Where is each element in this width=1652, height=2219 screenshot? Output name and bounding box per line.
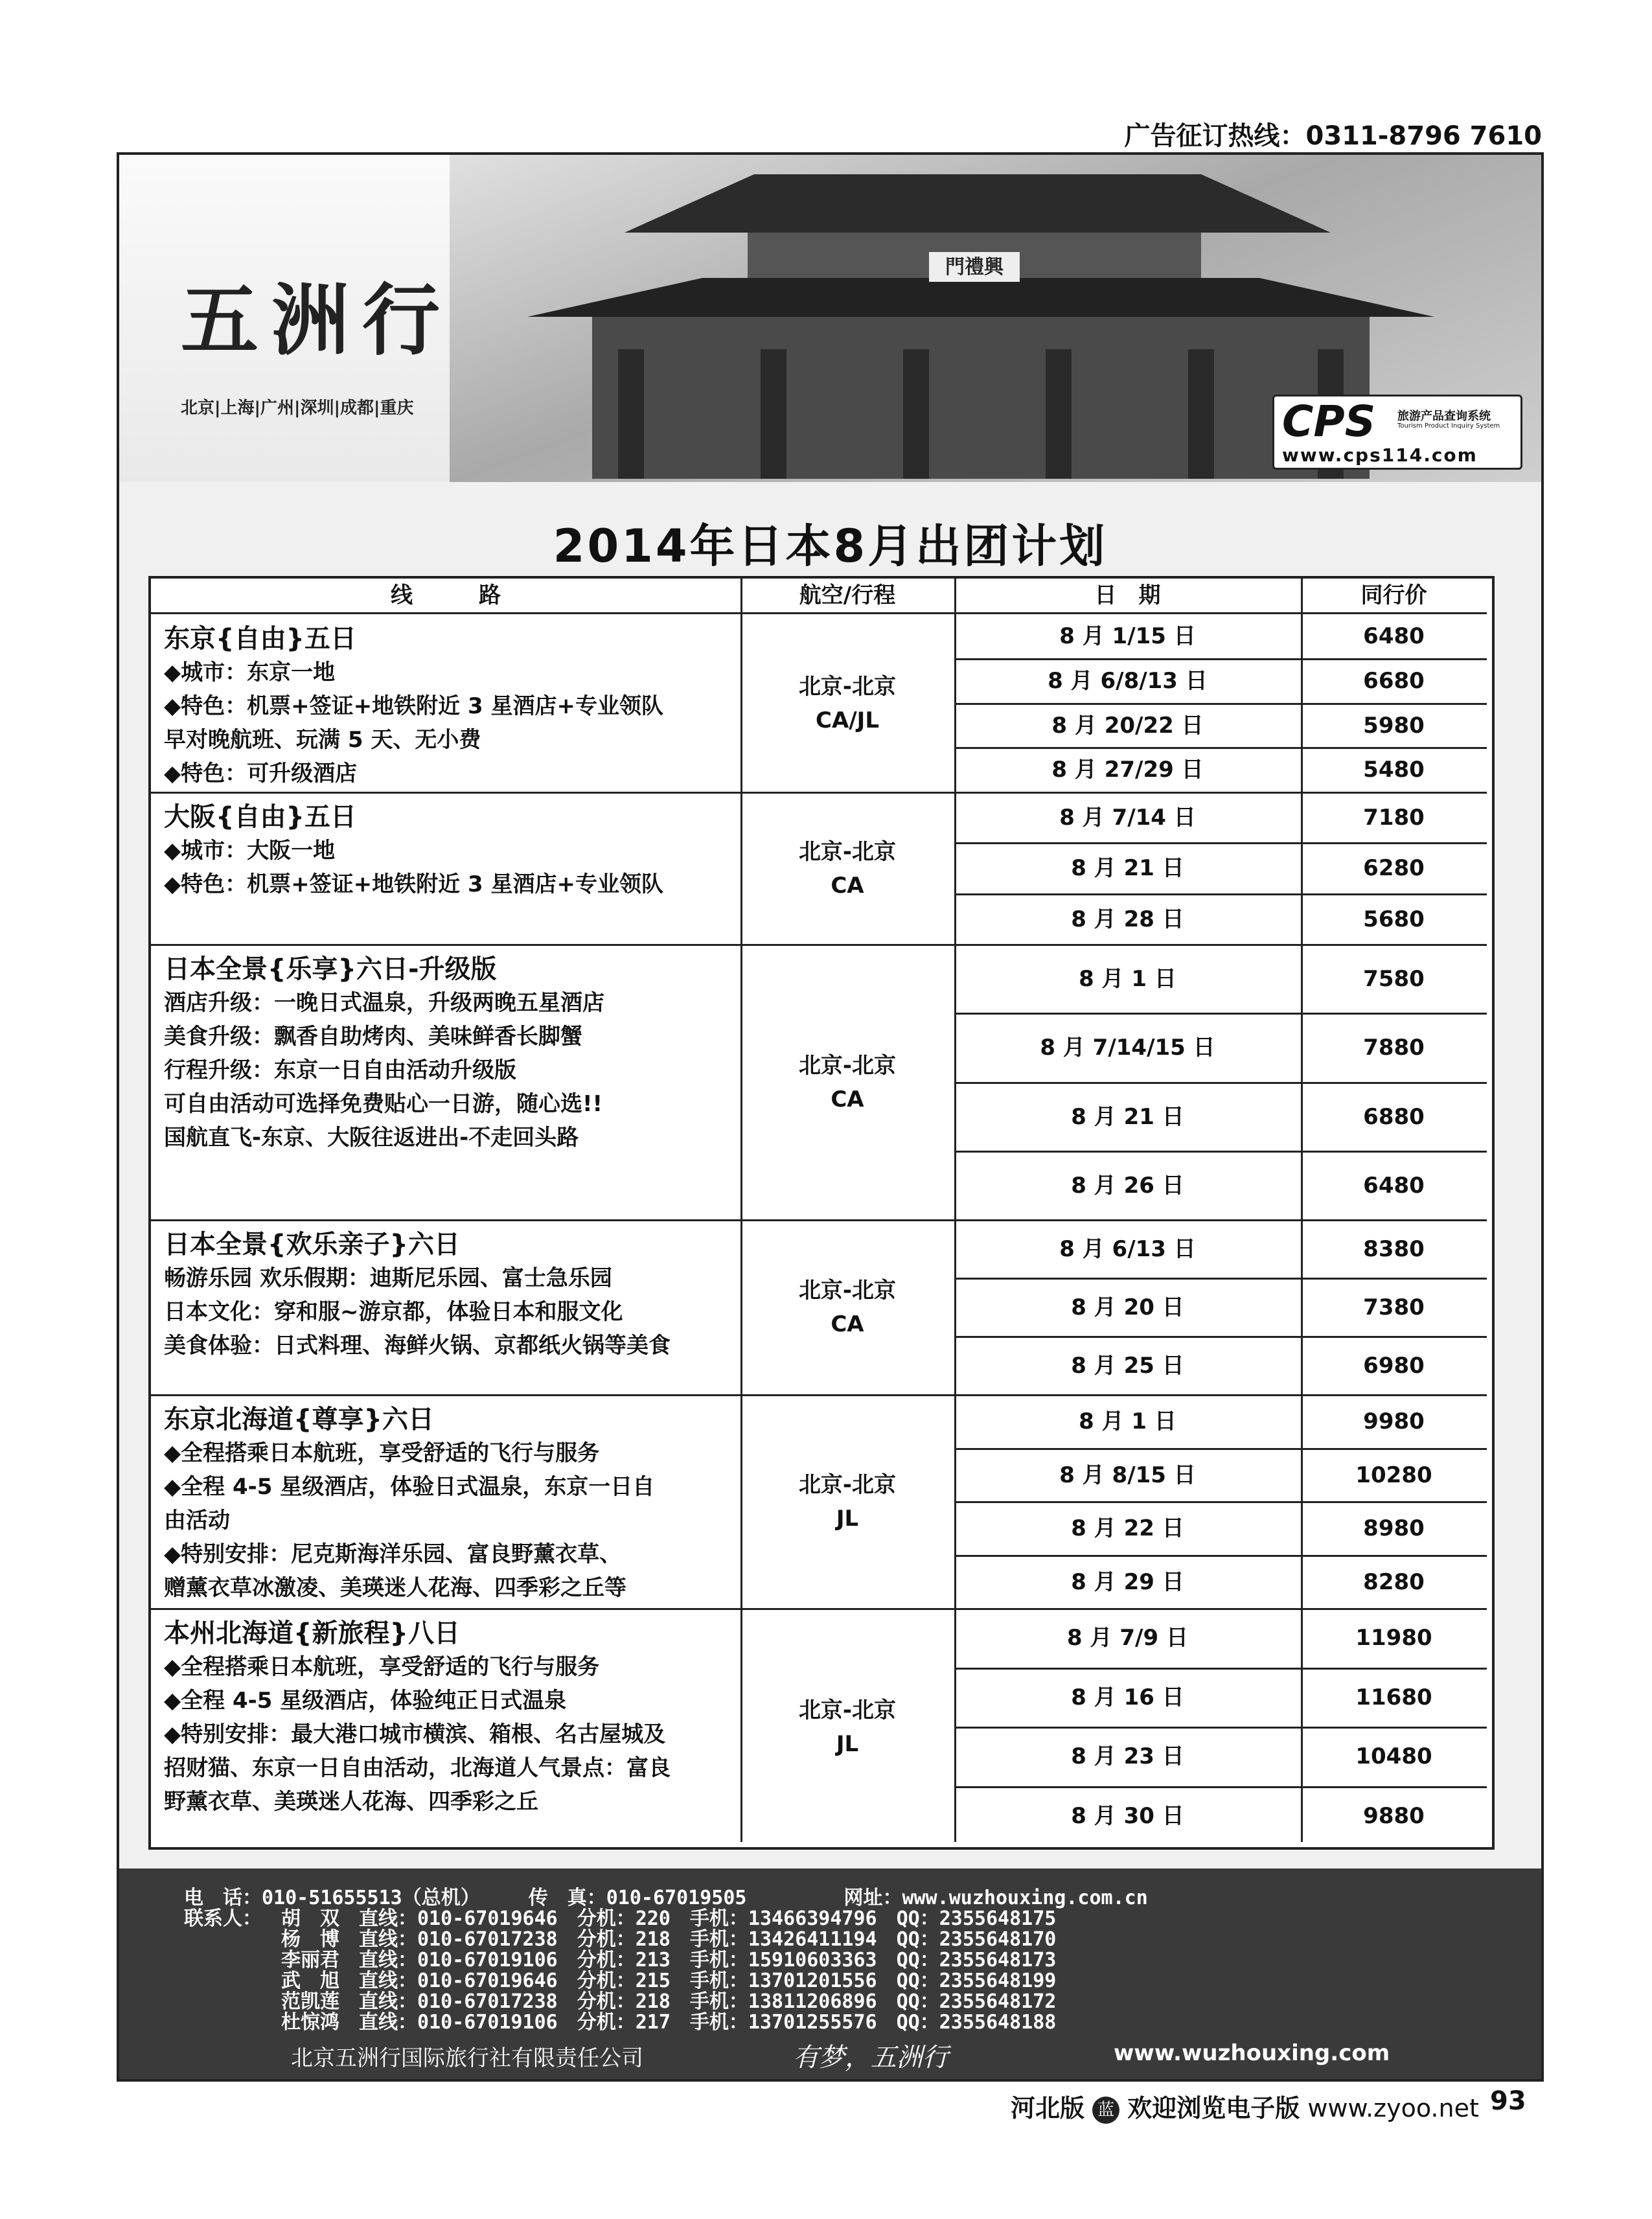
departure-date: 8 月 26 日 [1071, 1172, 1184, 1199]
trade-price: 9980 [1363, 1408, 1425, 1434]
departure-date: 8 月 28 日 [1071, 906, 1184, 932]
contacts-label: 联系人： [184, 1907, 262, 1930]
trade-price: 6480 [1363, 1172, 1425, 1199]
contact-row: 杜惊鸿 直线：010-67019106 分机：217 手机：13701255576 QQ：2355648188 [281, 2011, 1057, 2034]
route-title: 日本全景{乐享}六日-升级版 [164, 954, 497, 984]
departure-date: 8 月 1/15 日 [1059, 623, 1196, 649]
trade-price: 6680 [1363, 667, 1425, 694]
departure-date: 8 月 25 日 [1071, 1353, 1184, 1379]
trade-price: 7180 [1363, 805, 1425, 831]
column-divider [740, 579, 742, 1842]
cps-en: Tourism Product Inquiry System [1397, 422, 1500, 430]
departure-date: 8 月 7/14 日 [1059, 805, 1196, 831]
departure-date: 8 月 30 日 [1071, 1802, 1184, 1829]
departure-date: 8 月 20/22 日 [1051, 712, 1204, 739]
route-detail: 早对晚航班、玩满 5 天、无小费 [164, 727, 481, 753]
airline-line: 北京-北京 [798, 1697, 897, 1723]
airline-route [740, 1049, 954, 1116]
trade-price: 8280 [1363, 1569, 1425, 1595]
page-footer [1011, 2088, 1479, 2124]
trade-price: 6480 [1363, 623, 1425, 649]
contact-row: 武 旭 直线：010-67019646 分机：215 手机：13701201556 QQ：2355648199 [281, 1970, 1057, 1992]
route-detail: 由活动 [164, 1508, 230, 1534]
airline-line: 北京-北京 [798, 673, 897, 700]
trade-price: 7380 [1363, 1294, 1425, 1320]
page-number: 93 [1490, 2086, 1526, 2116]
route-description [164, 800, 734, 901]
cps-cn: 旅游产品查询系统 [1397, 409, 1491, 423]
trade-price: 8980 [1363, 1515, 1425, 1541]
edition-url: www.zyoo.net [1307, 2094, 1479, 2122]
departure-date: 8 月 21 日 [1071, 855, 1184, 882]
departure-date: 8 月 22 日 [1071, 1515, 1184, 1541]
trade-price: 5680 [1363, 906, 1425, 932]
footer-phone-line: 电 话：010-51655513（总机） 传 真：010-67019505 网址：www.wuzhouxing.com.cn [184, 1887, 1148, 1909]
ad-frame [117, 152, 1544, 2082]
route-detail: 日本文化：穿和服~游京都，体验日本和服文化 [164, 1299, 623, 1325]
contact-footer [119, 1868, 1541, 2079]
trade-price: 5980 [1363, 712, 1425, 739]
route-title: 本州北海道{新旅程}八日 [164, 1618, 460, 1648]
airline-line: CA/JL [816, 707, 879, 733]
departure-date: 8 月 1 日 [1079, 1408, 1176, 1434]
route-detail: 可自由活动可选择免费贴心一日游，随心选!! [164, 1091, 603, 1117]
route-detail: ◆城市：大阪一地 [164, 838, 336, 864]
trade-price: 9880 [1363, 1802, 1425, 1829]
route-description [164, 1228, 734, 1362]
departure-date: 8 月 6/13 日 [1059, 1236, 1196, 1262]
trade-price: 6280 [1363, 855, 1425, 882]
departure-date: 8 月 7/14/15 日 [1040, 1035, 1215, 1061]
route-detail: ◆特别安排：尼克斯海洋乐园、富良野薰衣草、 [164, 1541, 622, 1567]
trade-price: 7880 [1363, 1035, 1425, 1061]
airline-route [740, 1468, 954, 1535]
route-detail: 赠薰衣草冰激凌、美瑛迷人花海、四季彩之丘等 [164, 1575, 626, 1601]
route-detail: 美食体验：日式料理、海鲜火锅、京都纸火锅等美食 [164, 1333, 671, 1359]
company-name: 北京五洲行国际旅行社有限责任公司 [291, 2045, 643, 2071]
route-detail: ◆城市：东京一地 [164, 660, 336, 685]
airline-line: JL [836, 1731, 859, 1757]
welcome-text: 欢迎浏览电子版 [1127, 2094, 1300, 2122]
cps-url: www.cps114.com [1282, 444, 1478, 466]
airline-line: 北京-北京 [798, 1052, 897, 1079]
airline-line: 北京-北京 [798, 1472, 897, 1498]
trade-price: 5480 [1363, 757, 1425, 783]
trade-price: 7580 [1363, 966, 1425, 992]
route-title: 日本全景{欢乐亲子}六日 [164, 1230, 460, 1259]
departure-date: 8 月 8/15 日 [1059, 1462, 1196, 1488]
departure-date: 8 月 6/8/13 日 [1048, 667, 1208, 694]
airline-line: 北京-北京 [798, 838, 897, 865]
departure-date: 8 月 27/29 日 [1051, 757, 1204, 783]
airline-route [740, 670, 954, 737]
route-detail: ◆全程搭乘日本航班，享受舒适的飞行与服务 [164, 1440, 600, 1466]
route-detail: ◆特色：机票+签证+地铁附近 3 星酒店+专业领队 [164, 871, 663, 897]
contact-row: 杨 博 直线：010-67017238 分机：218 手机：13426411194 QQ：2355648170 [281, 1928, 1057, 1951]
route-description [164, 1616, 734, 1819]
route-detail: ◆特别安排：最大港口城市横滨、箱根、名古屋城及 [164, 1721, 666, 1747]
column-header: 同行价 [1301, 579, 1487, 614]
contact-row: 胡 双 直线：010-67019646 分机：220 手机：13466394796 QQ：2355648175 [281, 1907, 1057, 1930]
route-title: 大阪{自由}五日 [164, 802, 356, 832]
route-detail: 国航直飞-东京、大阪往返进出-不走回头路 [164, 1125, 579, 1151]
route-title: 东京北海道{尊享}六日 [164, 1405, 434, 1434]
trade-price: 10480 [1355, 1743, 1432, 1769]
route-detail: ◆全程 4-5 星级酒店，体验日式温泉，东京一日自 [164, 1474, 655, 1500]
airline-line: CA [831, 1311, 864, 1337]
route-detail: ◆特色：可升级酒店 [164, 761, 358, 787]
tour-table [148, 576, 1495, 1850]
departure-date: 8 月 16 日 [1071, 1684, 1184, 1710]
route-detail: ◆全程 4-5 星级酒店，体验纯正日式温泉 [164, 1688, 567, 1714]
contact-row: 范凯莲 直线：010-67017238 分机：218 手机：13811206896 QQ：2355648172 [281, 1990, 1057, 2013]
cps-logo: CPS [1282, 397, 1376, 446]
airline-route [740, 1694, 954, 1761]
column-header: 航空/行程 [740, 579, 954, 614]
route-description [164, 622, 734, 790]
company-logo: 五洲行 [181, 275, 453, 366]
departure-date: 8 月 7/9 日 [1067, 1625, 1188, 1651]
ad-hotline: 广告征订热线：0311-8796 7610 [1124, 121, 1542, 151]
route-title: 东京{自由}五日 [164, 624, 356, 654]
route-detail: 酒店升级：一晚日式温泉，升级两晚五星酒店 [164, 990, 604, 1016]
column-header: 日 期 [954, 579, 1301, 614]
airline-line: 北京-北京 [798, 1278, 897, 1304]
route-detail: ◆特色：机票+签证+地铁附近 3 星酒店+专业领队 [164, 693, 663, 719]
departure-date: 8 月 29 日 [1071, 1569, 1184, 1595]
departure-date: 8 月 23 日 [1071, 1743, 1184, 1769]
trade-price: 11980 [1355, 1625, 1432, 1651]
departure-date: 8 月 21 日 [1071, 1103, 1184, 1130]
gate-sign: 門禮興 [945, 256, 1004, 279]
website-url: www.wuzhouxing.com [1114, 2040, 1390, 2066]
trade-price: 8380 [1363, 1236, 1425, 1262]
airline-line: CA [831, 1086, 864, 1112]
route-detail: ◆全程搭乘日本航班，享受舒适的飞行与服务 [164, 1654, 600, 1680]
blue-badge-icon: 蓝 [1092, 2097, 1119, 2124]
edition-label: 河北版 [1011, 2094, 1085, 2122]
airline-line: CA [831, 872, 864, 899]
departure-date: 8 月 1 日 [1079, 966, 1176, 992]
airline-route [740, 835, 954, 903]
route-detail: 美食升级：飘香自助烤肉、美味鲜香长脚蟹 [164, 1024, 582, 1050]
departure-date: 8 月 20 日 [1071, 1294, 1184, 1320]
cps-badge [1272, 395, 1522, 470]
route-description [164, 1403, 734, 1605]
page-title: 2014年日本8月出团计划 [553, 520, 1108, 573]
route-detail: 畅游乐园 欢乐假期：迪斯尼乐园、富士急乐园 [164, 1265, 612, 1291]
banner [119, 155, 1541, 482]
slogan: 有梦，五洲行 [793, 2043, 948, 2073]
logo-cities: 北京|上海|广州|深圳|成都|重庆 [181, 398, 414, 418]
airline-line: JL [836, 1506, 859, 1532]
route-detail: 行程升级：东京一日自由活动升级版 [164, 1057, 516, 1083]
trade-price: 10280 [1355, 1462, 1432, 1488]
airline-route [740, 1274, 954, 1341]
route-detail: 野薰衣草、美瑛迷人花海、四季彩之丘 [164, 1789, 538, 1815]
trade-price: 11680 [1355, 1684, 1432, 1710]
column-header: 线 路 [151, 579, 740, 614]
contact-row: 李丽君 直线：010-67019106 分机：213 手机：15910603363 QQ：2355648173 [281, 1949, 1057, 1972]
route-description [164, 952, 734, 1155]
trade-price: 6880 [1363, 1103, 1425, 1130]
trade-price: 6980 [1363, 1353, 1425, 1379]
route-detail: 招财猫、东京一日自由活动，北海道人气景点：富良 [164, 1755, 671, 1781]
